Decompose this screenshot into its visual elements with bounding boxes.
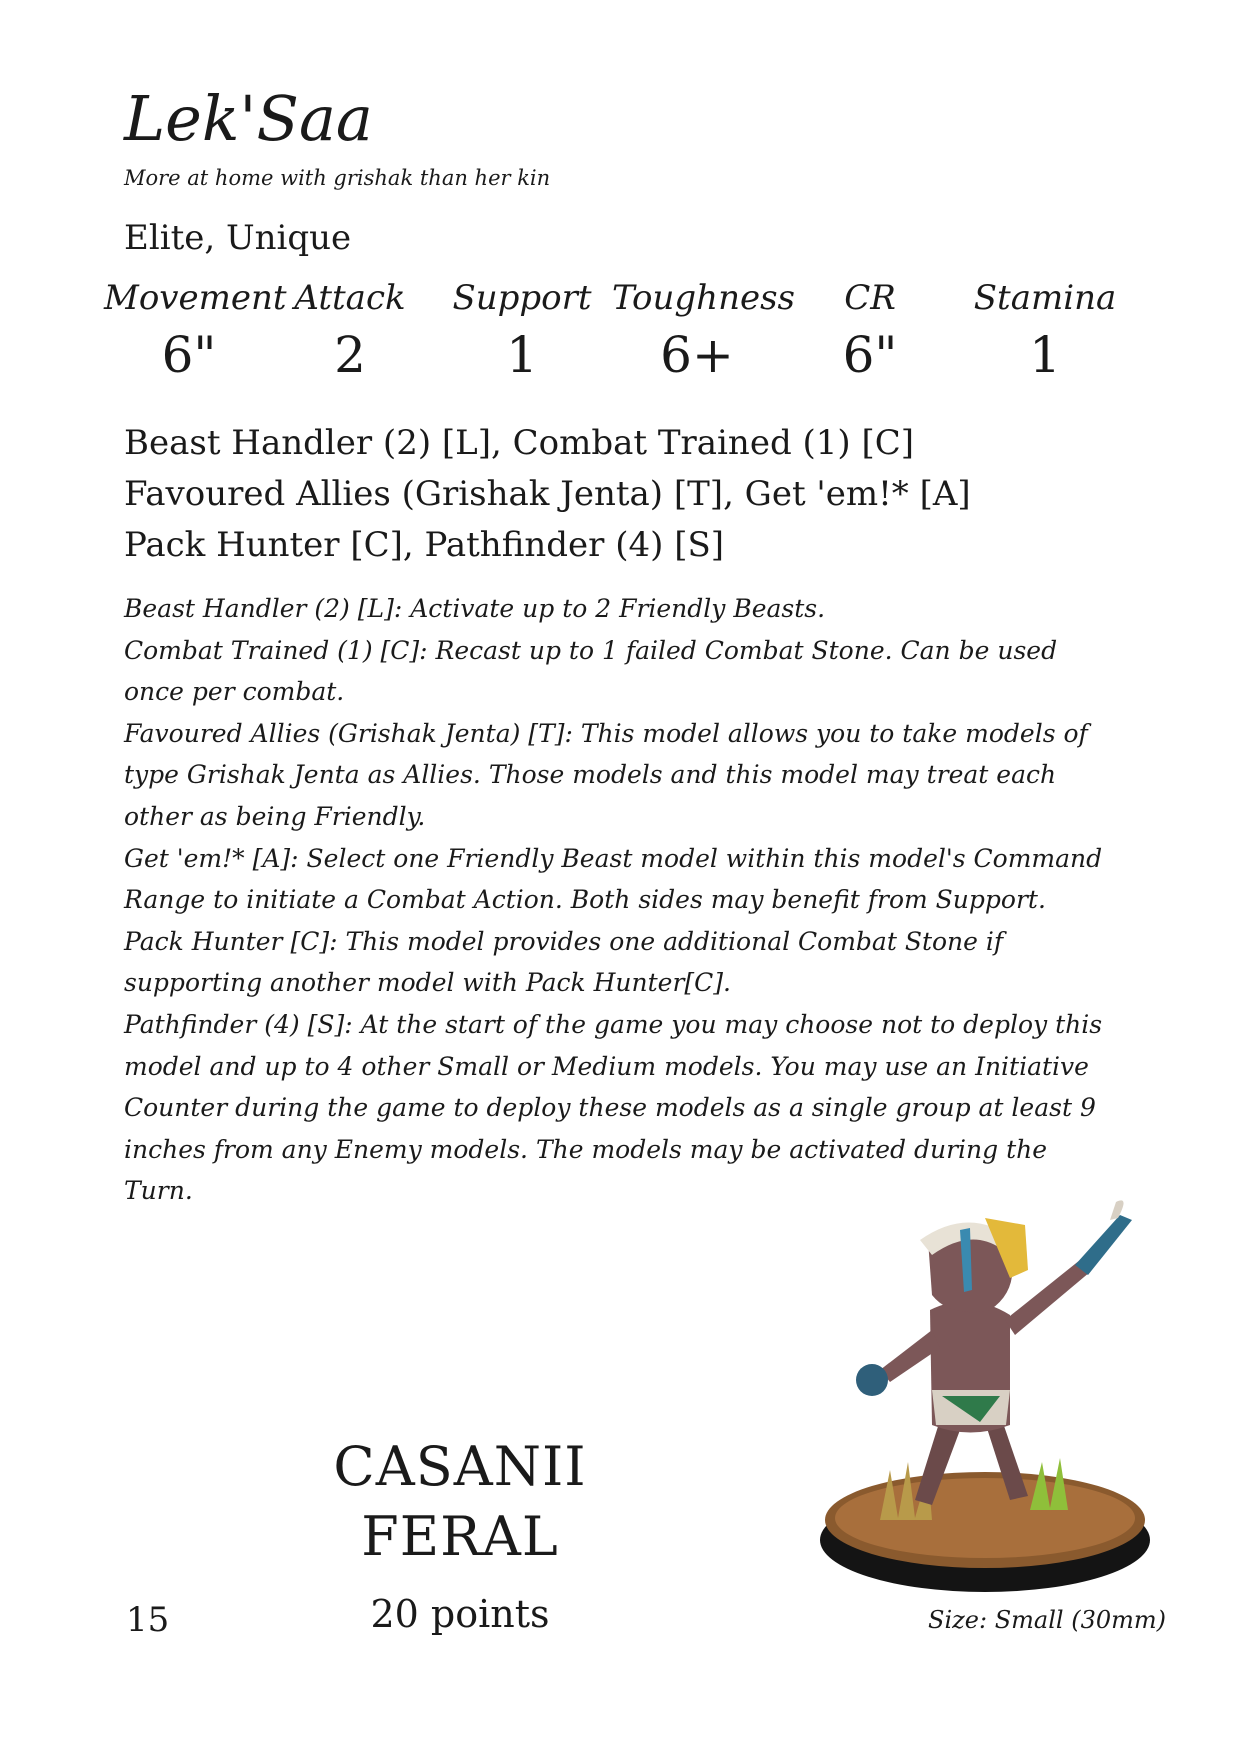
stat-value: 6+ [660,326,734,384]
stat-stamina [960,278,1130,384]
stat-movement [104,278,287,384]
stat-value: 2 [334,326,366,384]
ability-description: Pack Hunter [C]: This model provides one additional Combat Stone if supporting another model with Pack Hunter[C]. [124,926,1004,998]
ability-description: Get 'em!* [A]: Select one Friendly Beast model within this model's Command Range to initiate a Combat Action. Both sides may benefit from Support. [124,843,1103,915]
unit-subtitle: More at home with grishak than her kin [124,166,551,190]
stat-value: 1 [1029,326,1061,384]
stat-label: Movement [104,278,287,318]
stat-value: 6" [161,326,217,384]
ability-descriptions [124,588,1114,1212]
ability-description: Beast Handler (2) [L]: Activate up to 2 Friendly Beasts. [124,594,826,623]
model-size: Size: Small (30mm) [928,1606,1166,1634]
unit-title: Lek'Saa [124,82,373,155]
page-number: 15 [126,1600,170,1640]
abilities-line: Beast Handler (2) [L], Combat Trained (1) [C] [124,423,915,463]
stat-value: 6" [842,326,898,384]
ability-description: Favoured Allies (Grishak Jenta) [T]: This model allows you to take models of type Grishak Jenta as Allies. Those models and this model may treat each other as being Friendly. [124,718,1088,831]
ability-description: Pathfinder (4) [S]: At the start of the game you may choose not to deploy this model and up to 4 other Small or Medium models. You may use an Initiative Counter during the game to deploy these models as a single group at least 9 inches from any Enemy models. The models may be activated during the Turn. [124,1009,1103,1206]
stat-label: Toughness [612,278,795,318]
abilities-line: Favoured Allies (Grishak Jenta) [T], Get 'em!* [A] [124,474,971,514]
ability-description: Combat Trained (1) [C]: Recast up to 1 failed Combat Stone. Can be used once per combat. [124,635,1058,707]
stat-attack [265,278,435,384]
miniature-photo [820,1200,1160,1595]
stat-label: Support [452,278,592,318]
abilities-summary [124,418,971,571]
points-cost: 20 points [370,1592,550,1636]
stat-support [437,278,607,384]
faction-line: FERAL [361,1505,559,1568]
stat-label: CR [844,278,896,318]
stat-label: Stamina [973,278,1117,318]
stat-cr [785,278,955,384]
abilities-line: Pack Hunter [C], Pathfinder (4) [S] [124,525,725,565]
stat-value: 1 [506,326,538,384]
unit-rank: Elite, Unique [124,218,352,258]
faction-line: CASANII [333,1435,587,1498]
stat-label: Attack [294,278,406,318]
faction-name [260,1432,660,1572]
stat-toughness [612,278,795,384]
